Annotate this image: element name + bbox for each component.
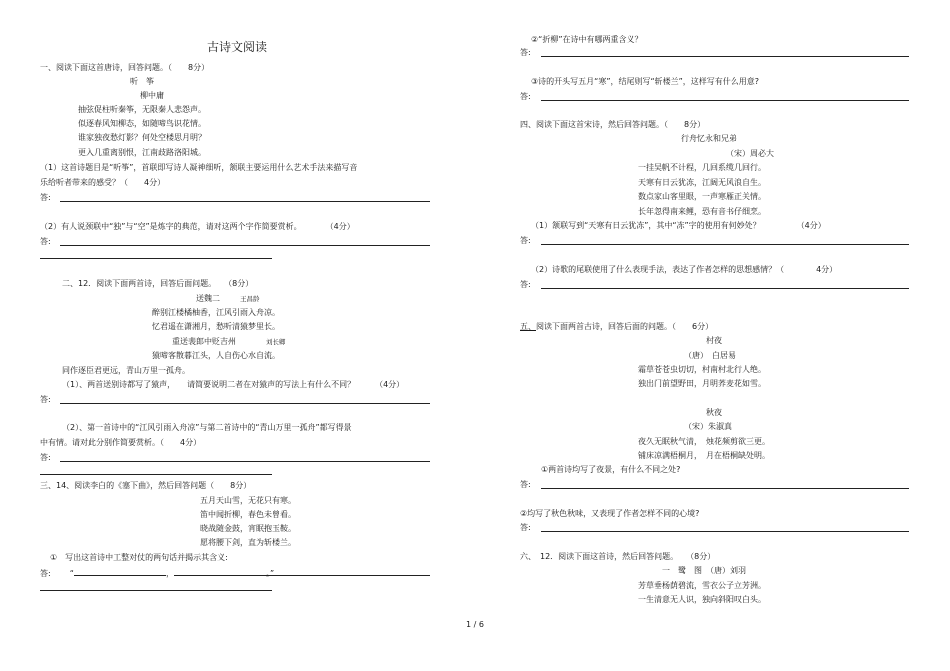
- q5-poem1-line-1: 霜草苍苍虫切切，村南村北行人绝。: [638, 365, 766, 374]
- q5-sub2: ②均写了秋色秋味，又表现了作者怎样不同的心境?: [520, 509, 700, 518]
- answer-label: 答:: [520, 480, 531, 489]
- q3-line-4: 愿将腰下剑，直为斩楼兰。: [200, 538, 296, 547]
- page-number: 1 / 6: [466, 620, 484, 629]
- q5-poem1-line-2: 独出门前望野田，月明荞麦花如雪。: [638, 379, 766, 388]
- q2-sub1: （1）、两首送别诗都写了猿声， 请简要说明二者在对猿声的写法上有什么不同？ （4分）: [62, 380, 405, 389]
- q4-line-2: 天寒有日云犹冻，江阔无风浪自生。: [638, 178, 766, 187]
- q5-sub1: ①两首诗均写了夜景，有什么不同之处?: [541, 465, 681, 474]
- answer-label: 答:: [40, 395, 51, 404]
- q4-author: （宋）周必大: [726, 149, 774, 158]
- q4-line-1: 一挂吴帆不计程，几回系缆几回行。: [638, 163, 766, 172]
- q1-line-2: 似逐春风知柳态，如随啼鸟识花情。: [78, 119, 206, 128]
- answer-line[interactable]: [196, 575, 430, 576]
- answer-line[interactable]: [60, 403, 430, 404]
- q2-poem2-title: 重送裴郎中贬吉州: [172, 337, 236, 346]
- answer-line[interactable]: [40, 590, 272, 591]
- q2-poem2-line-2: 同作逐臣君更远，青山万里一孤舟。: [62, 366, 190, 375]
- q4-heading: 四、阅读下面这首宋诗，然后回答问题。（ 8分）: [520, 120, 706, 129]
- answer-line[interactable]: [541, 531, 909, 532]
- q1-author: 柳中庸: [140, 91, 164, 100]
- q5-poem2-line-2: 铺床凉满梧桐月， 月在梧桐缺处明。: [638, 451, 770, 460]
- answer-line[interactable]: [60, 245, 430, 246]
- q3-line-3: 晓战随金鼓，宵眠抱玉鞍。: [200, 524, 296, 533]
- q3-line-2: 笛中闻折柳，春色未曾看。: [200, 510, 296, 519]
- q6-line-2: 一生清意无人识，独向斜阳叹白头。: [638, 595, 766, 604]
- q2-sub2-line2: 中有情。请对此分别作简要赏析。（ 4分）: [40, 438, 202, 447]
- q5-poem2-line-1: 夜久无眠秋气清， 烛花频剪欲三更。: [638, 437, 770, 446]
- q4-line-4: 长年忽得南来鲤，恐有音书仔细烹。: [638, 207, 766, 216]
- q4-poem-title: 行舟忆永和兄弟: [681, 134, 737, 143]
- answer-line[interactable]: [40, 258, 272, 259]
- q4-line-3: 数点家山客里眼，一声寒雁正关情。: [638, 192, 766, 201]
- q6-heading: 六、 12．阅读下面这首诗，然后回答问题。 （8分）: [520, 552, 716, 561]
- q4-sub1: （1）颔联写到“天寒有日云犹冻”，其中“冻”字的使用有何妙处？ （4分）: [531, 221, 826, 230]
- answer-label: 答:: [40, 193, 51, 202]
- q2-poem2-author: 刘长卿: [266, 338, 286, 346]
- q5-poem2-title: 秋夜: [706, 408, 722, 417]
- q3-line-1: 五月天山雪，无花只有寒。: [200, 496, 296, 505]
- answer-line[interactable]: [40, 474, 272, 475]
- q1-sub2: （2）有人说颈联中“独”与“空”是炼字的典范，请对这两个字作简要赏析。 （4分）: [40, 222, 355, 231]
- q1-line-1: 抽弦促柱听秦筝，无限秦人悲怨声。: [78, 105, 206, 114]
- quote-open: “: [69, 569, 74, 578]
- q3-heading: 三、14、阅读李白的《塞下曲》，然后回答问题（ 8分）: [40, 481, 252, 490]
- q5-heading-text: 阅读下面两首古诗，回答后面的问题。（ 6分）: [536, 322, 714, 331]
- page-title: 古诗文阅读: [207, 40, 268, 54]
- q2-sub2-line1: （2）、第一首诗中的“江风引雨入舟凉”与第二首诗中的“青山万里一孤舟”都写得景: [62, 423, 352, 432]
- q2-poem1-title: 送魏二: [196, 294, 220, 303]
- q1-sub1-line2: 乐给听者带来的感受？（ 4分）: [40, 178, 166, 187]
- q2-poem1-line-2: 忆君遥在潇湘月，愁听清猿梦里长。: [152, 322, 280, 331]
- quote-close: 。”: [265, 569, 275, 578]
- q2-poem1-author: 王昌龄: [240, 295, 260, 303]
- couplet-blank-1[interactable]: [74, 567, 166, 576]
- answer-line[interactable]: [541, 100, 909, 101]
- q4-sub2: （2）诗歌的尾联使用了什么表现手法，表达了作者怎样的思想感情？（ 4分）: [531, 265, 838, 274]
- q5-heading: [520, 322, 713, 332]
- answer-label: 答:: [40, 569, 51, 578]
- q3-answer-row: [40, 567, 274, 579]
- q1-sub1-line1: （1）这首诗题目是“听筝”，首联即写诗人凝神细听，颔联主要运用什么艺术手法来描写音: [40, 163, 358, 172]
- quote-mid: ，: [165, 569, 174, 578]
- q1-line-4: 更入几重离别恨，江南歧路洛阳城。: [78, 148, 206, 157]
- answer-line[interactable]: [60, 201, 430, 202]
- answer-label: 答:: [520, 280, 531, 289]
- answer-line[interactable]: [541, 288, 909, 289]
- q5-poem2-author: （宋）朱淑真: [684, 422, 732, 431]
- answer-label: 答:: [40, 237, 51, 246]
- answer-label: 答:: [40, 453, 51, 462]
- answer-line[interactable]: [541, 244, 909, 245]
- q6-poem-title: 一 鹭 图 （唐）刘羽: [662, 566, 746, 575]
- answer-label: 答:: [520, 236, 531, 245]
- q5-poem1-author: （唐） 白居易: [684, 351, 736, 360]
- answer-label: 答:: [520, 48, 531, 57]
- q2-poem2-line-1: 猿啼客散暮江头，人自伤心水自流。: [152, 351, 280, 360]
- q5-heading-number: 五、: [520, 322, 536, 331]
- answer-line[interactable]: [541, 488, 909, 489]
- answer-label: 答:: [520, 92, 531, 101]
- q2-poem1-line-1: 醉别江楼橘柚香，江风引雨入舟凉。: [152, 308, 280, 317]
- q5-poem1-title: 村夜: [706, 336, 722, 345]
- q1-poem-title: 听 筝: [130, 77, 154, 86]
- answer-line[interactable]: [541, 56, 909, 57]
- q3-sub1: ① 写出这首诗中工整对仗的两句话并揭示其含义:: [50, 553, 228, 562]
- q3-sub2: ②“折柳”在诗中有哪两重含义？: [531, 35, 643, 44]
- answer-line[interactable]: [60, 461, 430, 462]
- q2-heading: 二、12．阅读下面两首诗，回答后面问题。 （8分）: [62, 279, 254, 288]
- q1-heading: 一、阅读下面这首唐诗，回答问题。（ 8分）: [40, 63, 210, 72]
- q1-line-3: 谁家独夜愁灯影？何处空楼思月明？: [78, 133, 206, 142]
- answer-label: 答:: [520, 523, 531, 532]
- q3-sub3: ③诗的开头写五月“寒”，结尾则写“斩楼兰”，这样写有什么用意?: [531, 77, 759, 86]
- q6-line-1: 芳草垂杨荫碧流，雪衣公子立芳洲。: [638, 581, 766, 590]
